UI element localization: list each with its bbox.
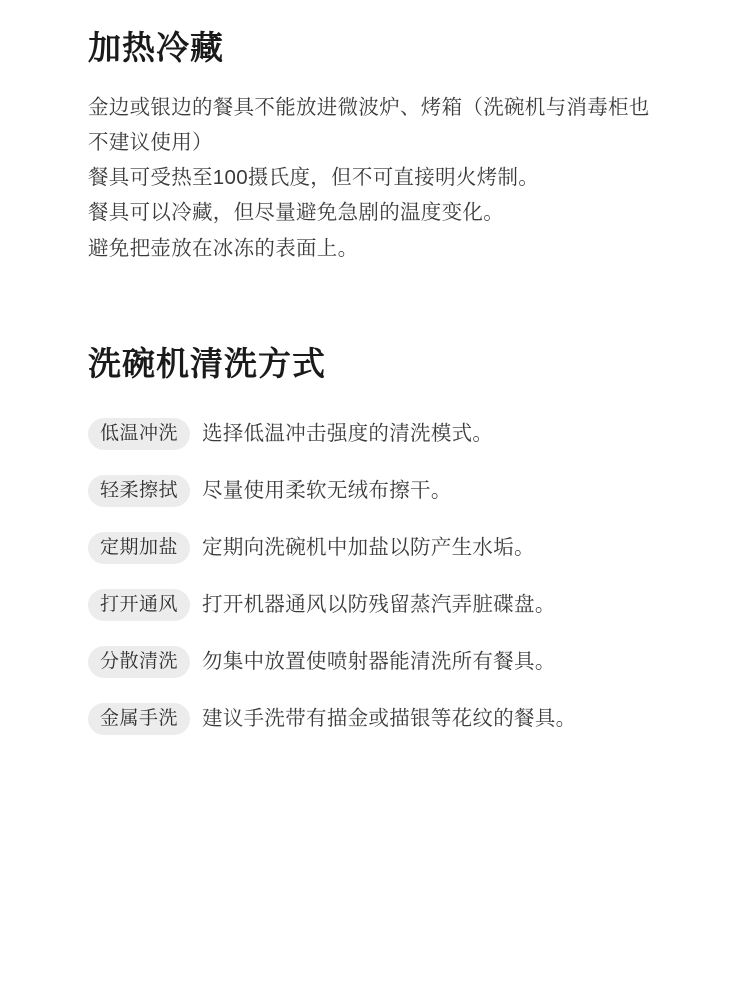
list-item bbox=[88, 474, 698, 508]
list-item-text: 选择低温冲击强度的清洗模式。 bbox=[202, 422, 494, 446]
list-item-text: 尽量使用柔软无绒布擦干。 bbox=[202, 479, 452, 503]
list-item-text: 打开机器通风以防残留蒸汽弄脏碟盘。 bbox=[202, 593, 556, 617]
status-badge: 轻柔擦拭 bbox=[88, 475, 190, 507]
status-badge: 低温冲洗 bbox=[88, 418, 190, 450]
section-title-dishwasher: 洗碗机清洗方式 bbox=[88, 344, 326, 382]
list-item bbox=[88, 531, 698, 565]
list-item bbox=[88, 645, 698, 679]
list-item-text: 建议手洗带有描金或描银等花纹的餐具。 bbox=[202, 707, 577, 731]
heating-paragraph: 金边或银边的餐具不能放进微波炉、烤箱（洗碗机与消毒柜也不建议使用） bbox=[88, 95, 650, 154]
status-badge: 定期加盐 bbox=[88, 532, 190, 564]
list-item bbox=[88, 417, 698, 451]
heating-paragraph: 避免把壶放在冰冻的表面上。 bbox=[88, 236, 359, 260]
list-item-text: 定期向洗碗机中加盐以防产生水垢。 bbox=[202, 536, 535, 560]
heating-paragraph: 餐具可受热至100摄氏度，但不可直接明火烤制。 bbox=[88, 166, 540, 190]
heating-paragraphs bbox=[88, 90, 698, 266]
section-dishwasher-cleaning bbox=[88, 344, 698, 737]
list-item-text: 勿集中放置使喷射器能清洗所有餐具。 bbox=[202, 650, 556, 674]
heating-paragraph: 餐具可以冷藏，但尽量避免急剧的温度变化。 bbox=[88, 201, 504, 225]
dishwasher-tip-list bbox=[88, 417, 698, 736]
status-badge: 金属手洗 bbox=[88, 703, 190, 735]
list-item bbox=[88, 588, 698, 622]
section-heating-refrigeration bbox=[88, 0, 698, 266]
section-title-heating: 加热冷藏 bbox=[88, 29, 224, 66]
status-badge: 打开通风 bbox=[88, 589, 190, 621]
list-item bbox=[88, 702, 698, 736]
status-badge: 分散清洗 bbox=[88, 646, 190, 678]
